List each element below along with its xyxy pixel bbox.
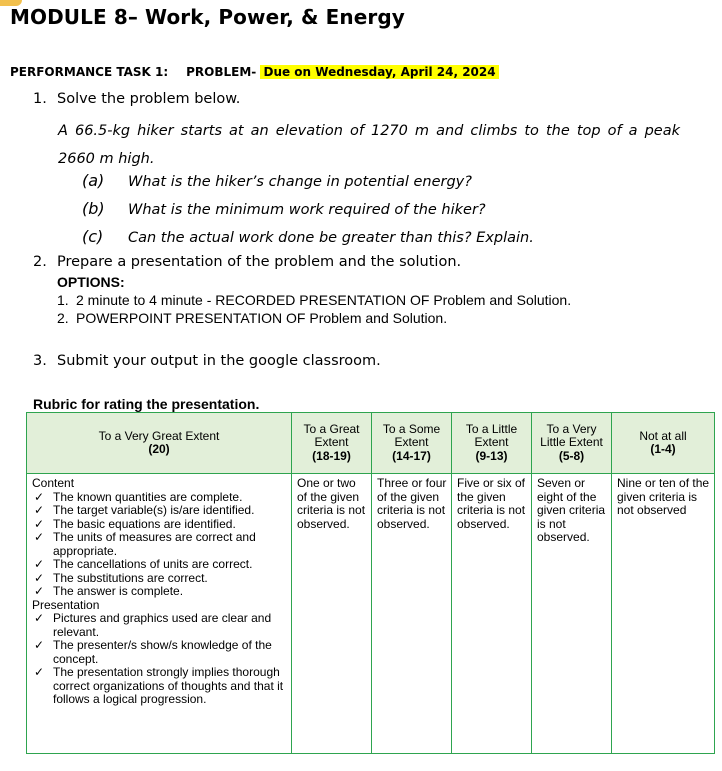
task-label: PERFORMANCE TASK 1: <box>10 65 169 79</box>
checkmark-icon: ✓ <box>34 611 45 625</box>
checkmark-icon: ✓ <box>34 516 45 531</box>
due-date-highlight: Due on Wednesday, April 24, 2024 <box>260 65 498 79</box>
rubric-header: To a Very Great Extent (20) <box>27 413 292 474</box>
criteria-item <box>32 666 287 707</box>
checkmark-icon: ✓ <box>34 503 45 517</box>
criteria-item <box>32 612 287 639</box>
rubric-header: Not at all (1-4) <box>612 413 715 474</box>
step-number: 1. <box>33 91 47 107</box>
question-text: What is the hiker’s change in potential energy? <box>128 174 472 190</box>
rubric-cell: Five or six of the given criteria is not observed. <box>452 474 532 754</box>
criteria-item <box>32 518 287 532</box>
step-number: 3. <box>33 353 47 369</box>
step-text: Prepare a presentation of the problem and the solution. <box>57 254 462 270</box>
problem-text: A 66.5-kg hiker starts at an elevation of 1270 m and climbs to the top of a peak 2660 m high. <box>58 123 680 167</box>
criteria-text: Pictures and graphics used are clear and relevant. <box>53 611 272 639</box>
criteria-text: The target variable(s) is/are identified. <box>53 503 255 517</box>
module-title: MODULE 8– Work, Power, & Energy <box>10 5 405 29</box>
criteria-text: The answer is complete. <box>53 584 184 598</box>
options-block <box>57 274 571 326</box>
question-label: (a) <box>82 171 105 190</box>
rubric-cell: Seven or eight of the given criteria is not observed. <box>532 474 612 754</box>
question-label: (b) <box>82 199 105 218</box>
criteria-item <box>32 639 287 666</box>
question-label: (c) <box>82 227 104 246</box>
rubric-title: Rubric for rating the presentation. <box>33 396 260 412</box>
checkmark-icon: ✓ <box>34 489 45 504</box>
criteria-item <box>32 585 287 599</box>
criteria-text: The units of measures are correct and appropriate. <box>53 530 256 558</box>
criteria-text: The basic equations are identified. <box>53 516 236 531</box>
criteria-text: The substitutions are correct. <box>53 570 208 585</box>
question-text: What is the minimum work required of the hiker? <box>128 202 486 218</box>
rubric-body-row <box>27 474 715 754</box>
criteria-item <box>32 491 287 505</box>
step-2 <box>33 254 461 270</box>
content-heading: Content <box>32 476 75 490</box>
step-text: Submit your output in the google classroom. <box>57 353 381 369</box>
criteria-item <box>32 504 287 518</box>
rubric-header: To a Some Extent (14-17) <box>372 413 452 474</box>
problem-label: PROBLEM- <box>186 65 257 79</box>
step-1 <box>33 91 240 107</box>
criteria-cell <box>27 474 292 754</box>
criteria-item <box>32 572 287 586</box>
checkmark-icon: ✓ <box>34 638 45 652</box>
option-item: 2. POWERPOINT PRESENTATION OF Problem and Solution. <box>57 310 448 326</box>
rubric-header: To a Little Extent (9-13) <box>452 413 532 474</box>
checkmark-icon: ✓ <box>34 584 45 598</box>
criteria-text: The known quantities are complete. <box>53 489 243 504</box>
rubric-header: To a Great Extent (18-19) <box>292 413 372 474</box>
question-text: Can the actual work done be greater than this? Explain. <box>128 230 534 246</box>
rubric-cell: Nine or ten of the given criteria is not observed <box>612 474 715 754</box>
criteria-item <box>32 558 287 572</box>
content-criteria-list <box>32 491 287 599</box>
rubric-table <box>26 412 715 754</box>
presentation-heading: Presentation <box>32 597 100 612</box>
criteria-text: The cancellations of units are correct. <box>53 557 253 571</box>
checkmark-icon: ✓ <box>34 665 45 679</box>
step-3 <box>33 353 381 369</box>
checkmark-icon: ✓ <box>34 570 45 585</box>
question-b <box>82 199 486 218</box>
rubric-header: To a Very Little Extent (5-8) <box>532 413 612 474</box>
options-heading: OPTIONS: <box>57 274 125 290</box>
question-a <box>82 171 472 190</box>
task-line <box>10 65 499 79</box>
criteria-text: The presentation strongly implies thorough correct organizations of thoughts and that it follows a logical progression. <box>53 665 284 706</box>
criteria-text: The presenter/s show/s knowledge of the concept. <box>53 638 272 666</box>
step-number: 2. <box>33 254 47 270</box>
rubric-cell: One or two of the given criteria is not observed. <box>292 474 372 754</box>
presentation-criteria-list <box>32 612 287 707</box>
question-c <box>82 227 534 246</box>
checkmark-icon: ✓ <box>34 530 45 544</box>
option-item: 1. 2 minute to 4 minute - RECORDED PRESENTATION OF Problem and Solution. <box>57 292 572 308</box>
step-text: Solve the problem below. <box>57 91 241 107</box>
rubric-header-row <box>27 413 715 474</box>
criteria-item <box>32 531 287 558</box>
rubric-cell: Three or four of the given criteria is not observed. <box>372 474 452 754</box>
checkmark-icon: ✓ <box>34 557 45 571</box>
